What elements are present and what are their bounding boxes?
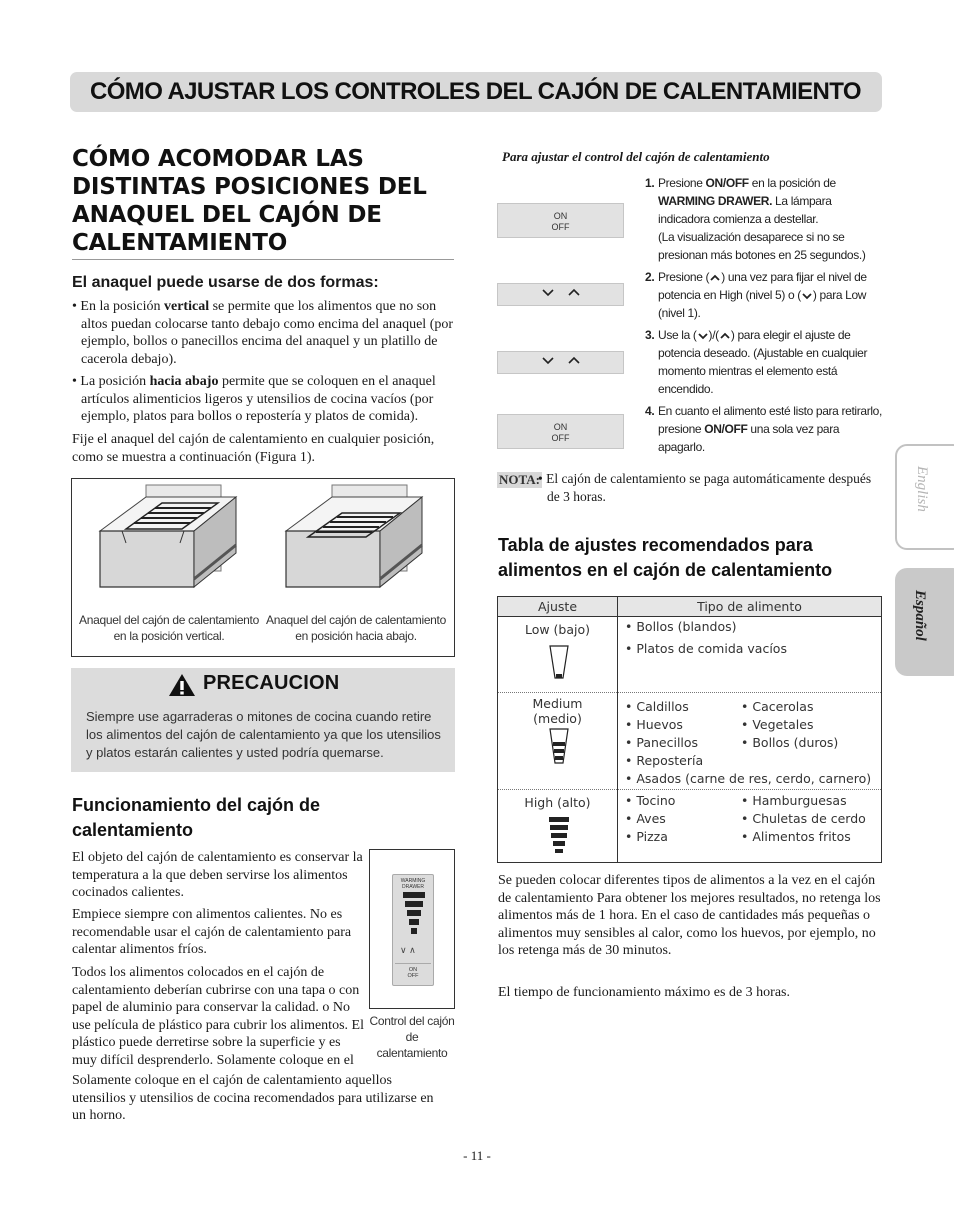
- text: (La visualización desaparece si no se presionan más botones en 25 segundos.): [658, 230, 866, 262]
- arrow-pad[interactable]: [497, 351, 624, 374]
- function-paragraph-3a: [72, 964, 364, 1070]
- warning-icon: [168, 673, 196, 697]
- figure-caption-vertical: Anaquel del cajón de calentamiento en la posición vertical.: [79, 613, 259, 643]
- function-paragraph-1: El objeto del cajón de calentamiento es conservar la temperatura a la que deben servirse los alimentos cocinados calientes.: [72, 850, 363, 901]
- table-header-setting: Ajuste: [537, 599, 578, 614]
- food-item: • Bollos (duros): [741, 735, 839, 750]
- control-panel: [392, 874, 434, 986]
- food-item: • Panecillos: [625, 735, 699, 750]
- text: • En la posición: [72, 299, 164, 314]
- step-number: 2.: [645, 270, 655, 284]
- table-col-divider: [617, 597, 618, 862]
- setting-medium: [498, 696, 617, 726]
- text: Presione: [658, 176, 706, 190]
- note-label: NOTA:: [499, 472, 540, 487]
- tab-english[interactable]: [895, 444, 954, 550]
- chevron-up-icon[interactable]: [567, 356, 581, 365]
- bold-text: ON/OFF: [705, 176, 749, 190]
- fix-paragraph: Fije el anaquel del cajón de calentamiento en cualquier posición, como se muestra a continuación (Figura 1).: [72, 432, 435, 465]
- food-item: • Alimentos fritos: [741, 829, 851, 844]
- text: La lámpara indicadora comienza a destellar.: [658, 194, 832, 226]
- heading-line: ANAQUEL DEL CAJÓN DE: [72, 202, 382, 228]
- text: En cuanto el alimento esté listo para retirarlo, presione: [658, 404, 882, 436]
- table-header-food: Tipo de alimento: [697, 599, 802, 614]
- setting-high: High (alto): [524, 795, 591, 810]
- text: en la posición de: [748, 176, 836, 190]
- page-number: - 11 -: [463, 1148, 491, 1163]
- onoff-pad[interactable]: [497, 203, 624, 238]
- chevron-down-icon[interactable]: [541, 356, 555, 365]
- setting-low: Low (bajo): [524, 622, 591, 637]
- caution-text: Siempre use agarraderas o mitones de cocina cuando retire los alimentos del cajón de calentamiento ya que los utensilios y platos estarán calientes y usted podría quemarse.: [86, 709, 441, 760]
- table-heading: Tabla de ajustes recomendados para alimentos en el cajón de calentamiento: [498, 535, 833, 580]
- onoff-pad[interactable]: [497, 414, 624, 449]
- section-heading: [72, 145, 457, 257]
- step-number: 4.: [645, 404, 655, 418]
- medium-level-icon: [549, 728, 569, 764]
- bullet-down: [72, 373, 456, 426]
- bullet-vertical: [72, 298, 454, 368]
- food-item: • Vegetales: [741, 717, 814, 732]
- on-label: ON: [553, 422, 568, 432]
- text: ) para elegir el ajuste de potencia deseado. (Ajustable en cualquier momento mientras el elemento está encendido.: [658, 328, 868, 396]
- subheading: El anaquel puede usarse de dos formas:: [72, 274, 379, 291]
- step-number: 3.: [645, 328, 655, 342]
- figure-caption-down: Anaquel del cajón de calentamiento en posición hacia abajo.: [266, 613, 446, 643]
- food-item: • Tocino: [625, 793, 676, 808]
- step-3: [645, 326, 883, 398]
- control-figure: [369, 849, 455, 1009]
- chevron-up-icon[interactable]: [567, 288, 581, 297]
- text: ) una vez para fijar el nivel de potencia en High (nivel 5) o (: [658, 270, 867, 302]
- on-label: ON: [553, 211, 568, 221]
- max-time-paragraph: El tiempo de funcionamiento máximo es de 3 horas.: [498, 985, 790, 1000]
- function-paragraph-2: Empiece siempre con alimentos calientes. No es recomendable usar el cajón de calentamiento para calentar alimentos fríos.: [72, 907, 352, 958]
- food-item: • Aves: [625, 811, 666, 826]
- food-item: • Chuletas de cerdo: [741, 811, 866, 826]
- text: Medium: [532, 696, 583, 711]
- drawer-down-illustration: [272, 483, 442, 591]
- arrow-icons: ∨ ∧: [400, 945, 416, 955]
- food-item: • Cacerolas: [741, 699, 814, 714]
- chevron-up-icon: [709, 273, 721, 283]
- food-item: • Caldillos: [625, 699, 689, 714]
- table-note-paragraph: Se pueden colocar diferentes tipos de alimentos a la vez en el cajón de calentamiento Para obtener los mejores resultados, no retenga los alimentos más de 1 hora. En el caso de cantidades más pequeñas o alimentos muy sensibles al calor, como los huevos, por ejemplo, no los retenga más de 30 minutos.: [498, 873, 881, 959]
- note-text: • El cajón de calentamiento se paga automáticamente después de 3 horas.: [538, 471, 872, 504]
- arrow-pad[interactable]: [497, 283, 624, 306]
- page-title: CÓMO AJUSTAR LOS CONTROLES DEL CAJÓN DE CALENTAMIENTO: [90, 78, 861, 105]
- onoff-label: [498, 204, 623, 233]
- settings-table: [497, 596, 882, 863]
- food-item: • Hamburguesas: [741, 793, 847, 808]
- step-1: [645, 174, 883, 264]
- control-onoff: ON OFF: [395, 963, 431, 983]
- text: Presione (: [658, 270, 710, 284]
- instructions-title: Para ajustar el control del cajón de calentamiento: [502, 149, 770, 164]
- chevron-down-icon[interactable]: [541, 288, 555, 297]
- onoff-label: [498, 415, 623, 444]
- step-2: [645, 268, 883, 322]
- heading-line: CALENTAMIENTO: [72, 230, 288, 256]
- heading-line: DISTINTAS POSICIONES DEL: [72, 174, 427, 200]
- text: ) para Low (nivel 1).: [658, 288, 867, 320]
- food-item: • Pizza: [625, 829, 668, 844]
- chevron-down-icon: [697, 331, 709, 341]
- chevron-up-icon: [719, 331, 731, 341]
- bold-text: ON/OFF: [704, 422, 748, 436]
- text: permite que se coloquen en el anaquel artículos alimenticios ligeros y utensilios de cocina vacíos (por ejemplo, platos para bollos o repostería y platos de comida).: [81, 374, 436, 425]
- step-4: [645, 402, 883, 456]
- food-item: • Huevos: [625, 717, 683, 732]
- off-label: OFF: [551, 222, 570, 232]
- tab-espanol[interactable]: [895, 568, 954, 676]
- control-label: WARMING DRAWER: [400, 878, 426, 890]
- text: Todos los alimentos colocados en el cajón de calentamiento deberían cubrirse con una tapa o con papel de aluminio para conservar la calidad. o No use película de plástico para cubrir los alimentos. El plástico puede derretirse sobre la superficie y es muy difícil desprenderlo. Solamente coloque en el: [72, 965, 364, 1068]
- text: se permite que los alimentos que no son altos puedan colocarse tanto debajo como encima del anaquel (por ejemplo, bollos o panecillos encima del anaquel y un platillo de cacerola debajo).: [81, 299, 454, 367]
- row-divider: [498, 692, 881, 693]
- heading-line: CÓMO ACOMODAR LAS: [72, 146, 364, 172]
- bold-text: hacia abajo: [149, 374, 219, 389]
- food-item: • Asados (carne de res, cerdo, carnero): [625, 771, 872, 786]
- bold-text: WARMING DRAWER.: [658, 194, 773, 208]
- food-item: • Bollos (blandos): [625, 619, 737, 634]
- bold-text: vertical: [164, 299, 210, 314]
- text: • La posición: [72, 374, 150, 389]
- food-item: • Repostería: [625, 753, 704, 768]
- function-paragraph-3b: Solamente coloque en el cajón de calentamiento aquellos utensilios y utensilios de cocina recomendados para utilizarse en un horno.: [72, 1073, 434, 1124]
- level-bars-icon: [402, 891, 426, 941]
- step-number: 1.: [645, 176, 655, 190]
- text: (medio): [533, 711, 582, 726]
- text: Use la (: [658, 328, 697, 342]
- food-item: • Platos de comida vacíos: [625, 641, 787, 656]
- function-heading: Funcionamiento del cajón de calentamiento: [72, 795, 321, 840]
- off-label: OFF: [551, 433, 570, 443]
- low-level-icon: [549, 645, 569, 679]
- text: )/(: [708, 328, 719, 342]
- caution-title: PRECAUCION: [203, 672, 340, 694]
- chevron-down-icon: [801, 291, 813, 301]
- divider: [72, 259, 454, 260]
- drawer-vertical-illustration: [86, 483, 256, 591]
- text: una sola vez para apagarlo.: [658, 422, 840, 454]
- tab-espanol-label: Español: [912, 590, 928, 641]
- high-level-icon: [548, 816, 570, 854]
- control-caption: Control del cajón de calentamiento: [369, 1014, 455, 1060]
- row-divider: [498, 789, 881, 790]
- tab-english-label: English: [914, 466, 930, 512]
